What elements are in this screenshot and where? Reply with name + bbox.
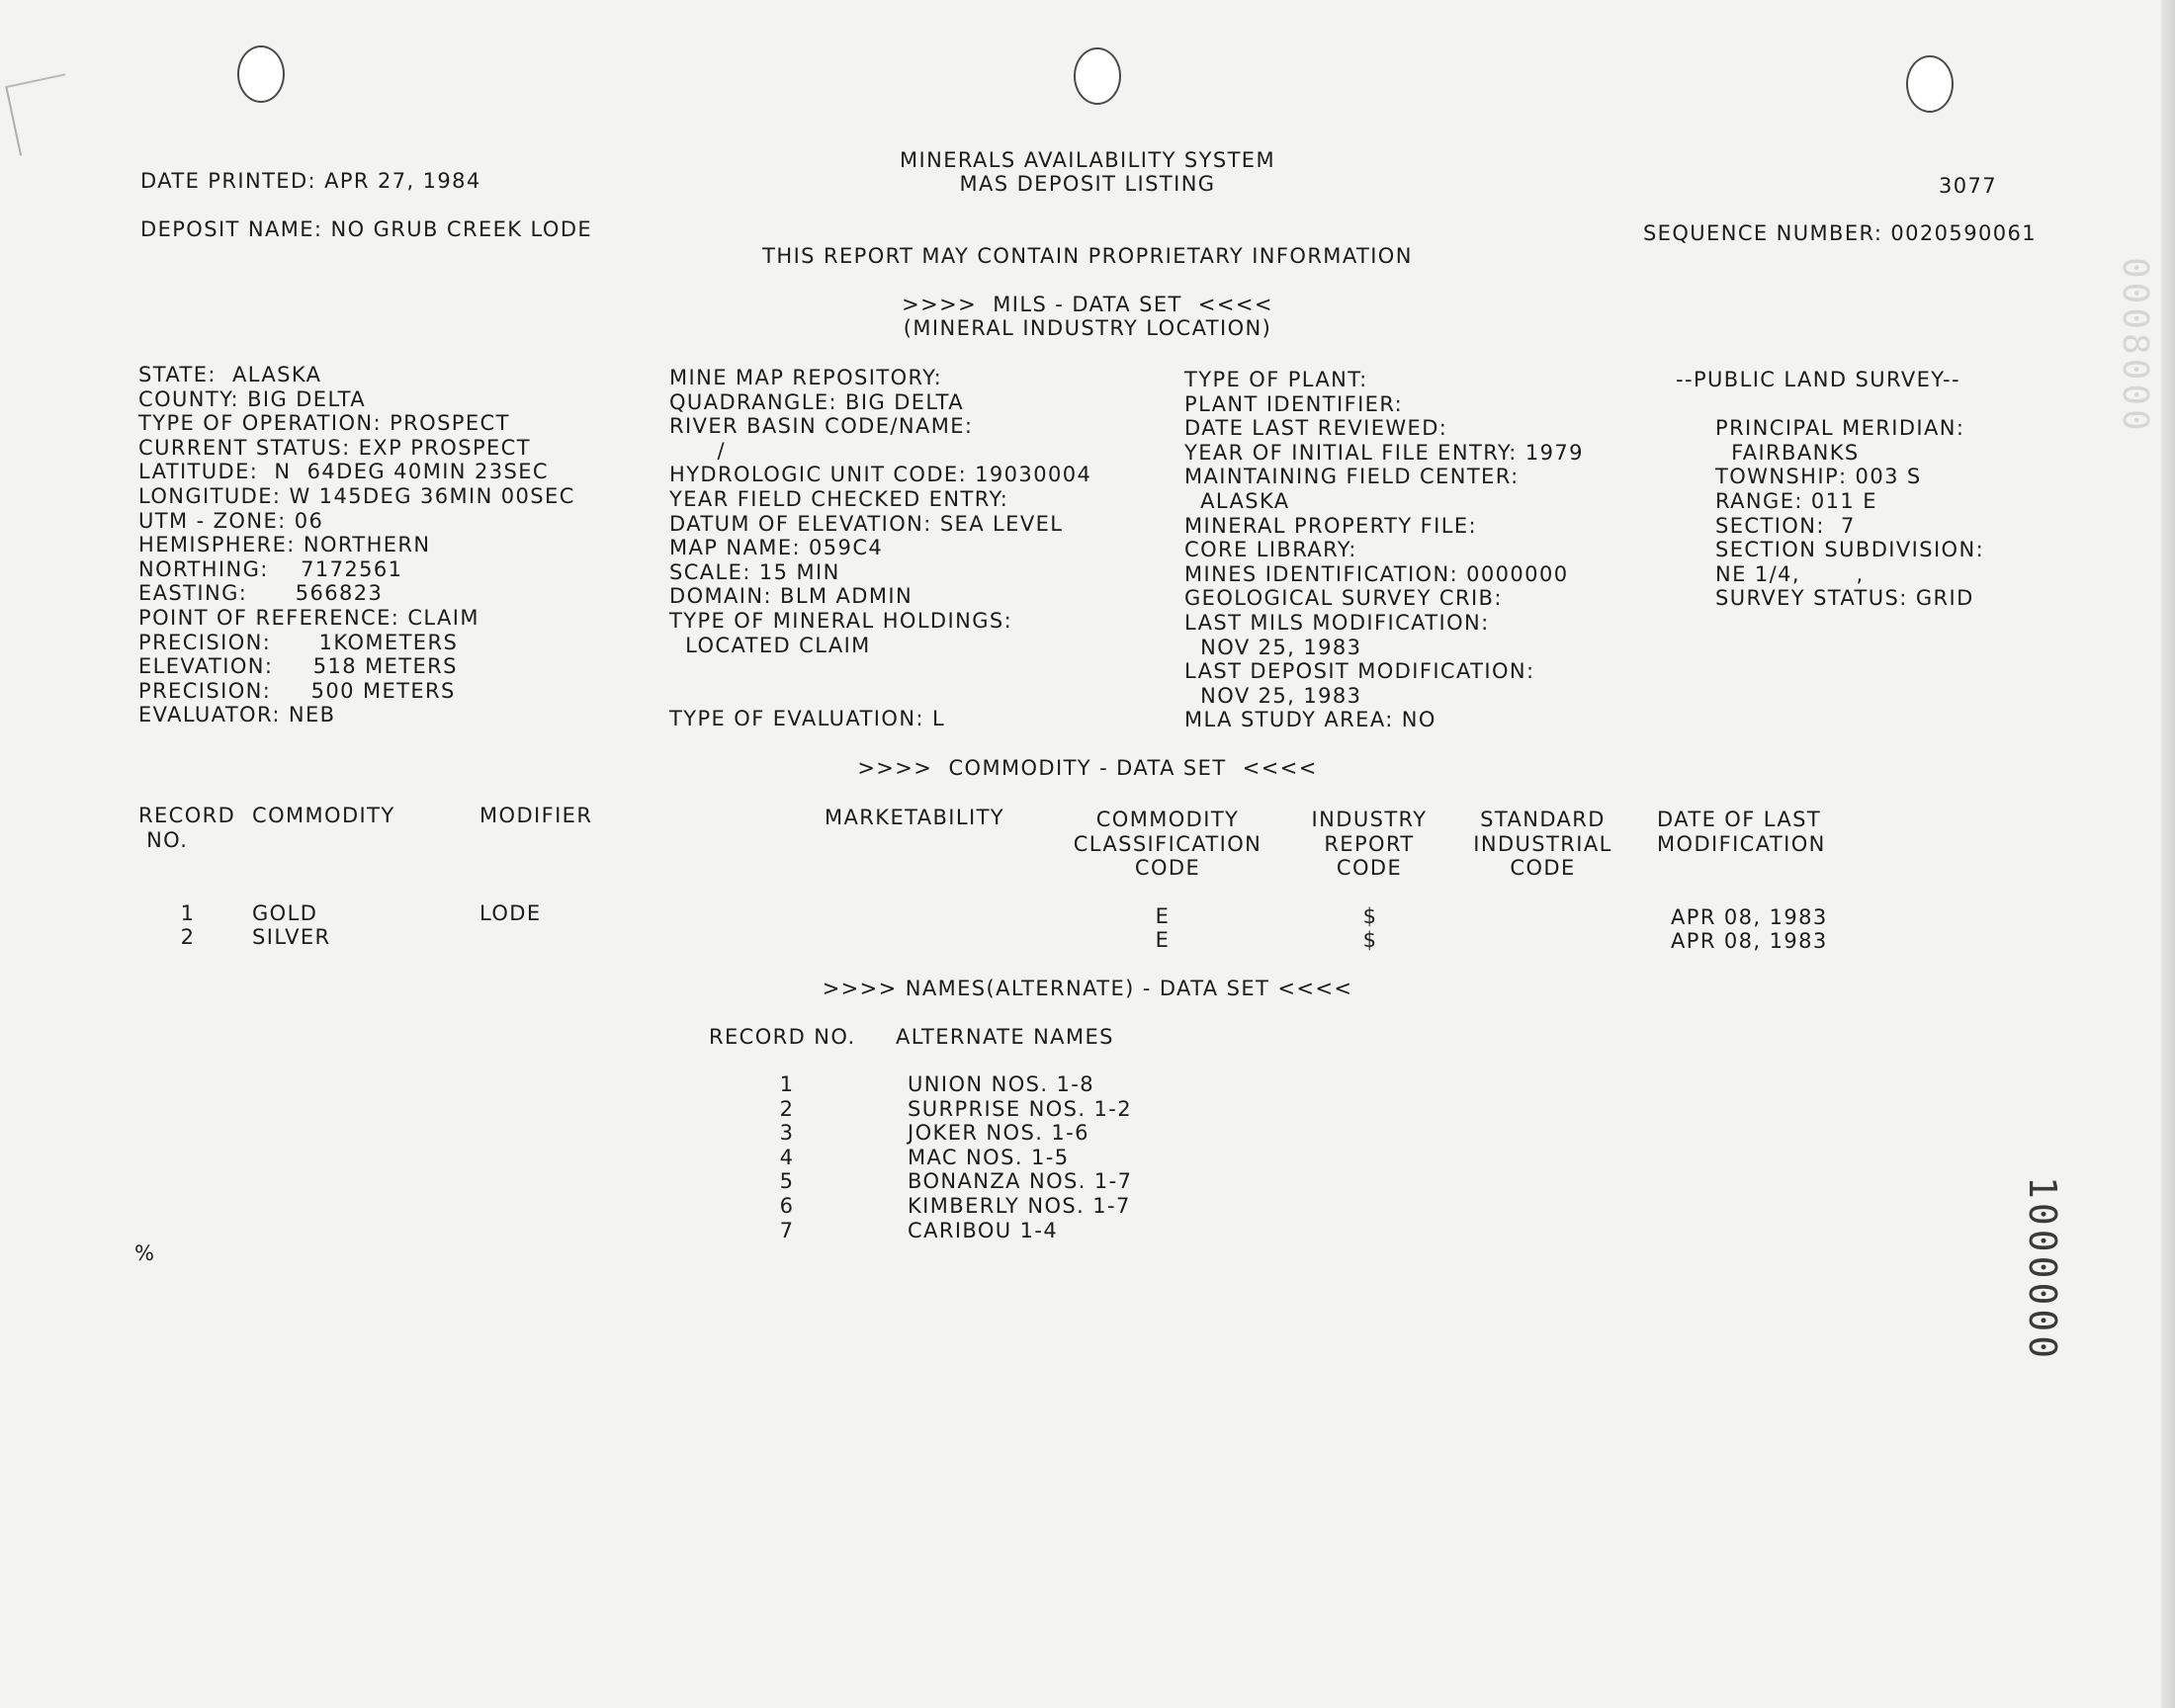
names-header-record-no: RECORD NO. [709, 1025, 856, 1049]
range-field: RANGE: 011 E [1715, 489, 1877, 513]
corner-scratch [5, 73, 80, 155]
commodity-title: >>>> COMMODITY - DATA SET <<<< [857, 756, 1318, 780]
utm-zone-field: UTM - ZONE: 06 [138, 508, 324, 533]
plant-type-field: TYPE OF PLANT: [1184, 368, 1368, 391]
river-basin-value: / [669, 438, 726, 463]
elevation-precision-field: PRECISION: 500 METERS [138, 678, 456, 703]
commodity-header-commodity: COMMODITY [252, 804, 395, 827]
page-number: 3077 [1938, 174, 1997, 198]
reference-point-field: POINT OF REFERENCE: CLAIM [138, 606, 479, 630]
section-field: SECTION: 7 [1715, 513, 1856, 538]
alternate-name: BONANZA NOS. 1-7 [908, 1169, 1133, 1194]
map-name-field: MAP NAME: 059C4 [669, 536, 884, 560]
evaluation-type-field: TYPE OF EVALUATION: L [669, 707, 946, 730]
mineral-holdings-value: LOCATED CLAIM [669, 633, 871, 657]
sequence-number: SEQUENCE NUMBER: 0020590061 [1642, 221, 2037, 245]
core-library-field: CORE LIBRARY: [1184, 538, 1357, 562]
alternate-record-no: 2 [779, 1096, 795, 1121]
commodity-record-no: 2 [180, 925, 196, 949]
hydrologic-code-field: HYDROLOGIC UNIT CODE: 19030004 [669, 463, 1092, 487]
field-center-value: ALASKA [1184, 489, 1290, 513]
elevation-datum-field: DATUM OF ELEVATION: SEA LEVEL [669, 511, 1064, 536]
deposit-modification-field: LAST DEPOSIT MODIFICATION: [1184, 659, 1535, 684]
commodity-header-modifier: MODIFIER [479, 804, 593, 827]
plant-id-field: PLANT IDENTIFIER: [1184, 391, 1404, 416]
commodity-name: SILVER [252, 925, 331, 949]
mils-title: >>>> MILS - DATA SET <<<< [902, 293, 1273, 316]
field-check-field: YEAR FIELD CHECKED ENTRY: [669, 487, 1009, 511]
date-printed: DATE PRINTED: APR 27, 1984 [140, 169, 481, 193]
mineral-holdings-field: TYPE OF MINERAL HOLDINGS: [669, 609, 1013, 633]
listing-title: MAS DEPOSIT LISTING [959, 172, 1216, 196]
scale-field: SCALE: 15 MIN [669, 559, 840, 584]
northing-field: NORTHING: 7172561 [138, 556, 403, 581]
binder-hole-center [1074, 47, 1121, 105]
commodity-name: GOLD [252, 901, 318, 925]
easting-field: EASTING: 566823 [138, 581, 384, 606]
precision-field: PRECISION: 1KOMETERS [138, 630, 459, 654]
alternate-name: SURPRISE NOS. 1-2 [908, 1096, 1133, 1121]
proprietary-notice: THIS REPORT MAY CONTAIN PROPRIETARY INFORMATION [762, 244, 1413, 268]
commodity-header-marketability: MARKETABILITY [825, 806, 1005, 829]
mine-map-field: MINE MAP REPOSITORY: [669, 366, 943, 389]
quadrangle-field: QUADRANGLE: BIG DELTA [669, 389, 965, 414]
commodity-industry-code: $ [1362, 928, 1378, 952]
commodity-class-code: E [1155, 904, 1171, 928]
alternate-name: KIMBERLY NOS. 1-7 [908, 1194, 1131, 1218]
latitude-field: LATITUDE: N 64DEG 40MIN 23SEC [138, 460, 549, 484]
faint-bleedthrough-stamp: 0008000 [2115, 257, 2155, 435]
mla-study-field: MLA STUDY AREA: NO [1184, 708, 1436, 732]
percent-mark: % [134, 1241, 156, 1265]
alternate-record-no: 4 [779, 1145, 795, 1169]
page-edge [2161, 0, 2175, 1708]
township-field: TOWNSHIP: 003 S [1715, 465, 1922, 489]
last-reviewed-field: DATE LAST REVIEWED: [1184, 416, 1448, 441]
evaluator-field: EVALUATOR: NEB [138, 703, 336, 727]
county-field: COUNTY: BIG DELTA [138, 386, 367, 411]
commodity-record-no: 1 [180, 901, 196, 925]
binder-hole-right [1906, 55, 1954, 113]
binder-hole-left [237, 45, 285, 103]
property-file-field: MINERAL PROPERTY FILE: [1184, 513, 1477, 538]
state-field: STATE: ALASKA [138, 363, 322, 386]
public-land-survey-title: --PUBLIC LAND SURVEY-- [1676, 368, 1960, 391]
commodity-header-record-no: RECORD NO. [138, 804, 236, 852]
system-title: MINERALS AVAILABILITY SYSTEM [900, 148, 1275, 172]
alternate-name: JOKER NOS. 1-6 [908, 1121, 1089, 1146]
initial-entry-field: YEAR OF INITIAL FILE ENTRY: 1979 [1184, 440, 1584, 465]
mines-id-field: MINES IDENTIFICATION: 0000000 [1184, 561, 1569, 586]
alternate-record-no: 3 [779, 1121, 795, 1146]
operation-type-field: TYPE OF OPERATION: PROSPECT [138, 411, 510, 436]
longitude-field: LONGITUDE: W 145DEG 36MIN 00SEC [138, 484, 575, 508]
alternate-name: UNION NOS. 1-8 [908, 1072, 1095, 1096]
hemisphere-field: HEMISPHERE: NORTHERN [138, 533, 431, 557]
alternate-record-no: 6 [779, 1194, 795, 1218]
current-status-field: CURRENT STATUS: EXP PROSPECT [138, 435, 531, 460]
mils-subtitle: (MINERAL INDUSTRY LOCATION) [903, 316, 1272, 340]
commodity-date: APR 08, 1983 [1671, 905, 1828, 929]
survey-status-field: SURVEY STATUS: GRID [1715, 586, 1974, 611]
commodity-industry-code: $ [1362, 904, 1378, 928]
commodity-header-classification: COMMODITY CLASSIFICATION CODE [1073, 808, 1262, 881]
alternate-name: CARIBOU 1-4 [908, 1218, 1059, 1242]
deposit-name: DEPOSIT NAME: NO GRUB CREEK LODE [140, 217, 593, 241]
names-title: >>>> NAMES(ALTERNATE) - DATA SET <<<< [822, 977, 1353, 1000]
commodity-header-date: DATE OF LAST MODIFICATION [1657, 808, 1826, 856]
section-subdivision-value: NE 1/4, , [1715, 561, 1865, 586]
river-basin-field: RIVER BASIN CODE/NAME: [669, 414, 974, 439]
document-number-stamp: 1000000 [2021, 1176, 2064, 1363]
alternate-name: MAC NOS. 1-5 [908, 1145, 1070, 1169]
section-subdivision-field: SECTION SUBDIVISION: [1715, 538, 1985, 562]
commodity-date: APR 08, 1983 [1671, 929, 1828, 953]
alternate-record-no: 5 [779, 1169, 795, 1194]
mils-modification-date: NOV 25, 1983 [1184, 635, 1362, 659]
mils-modification-field: LAST MILS MODIFICATION: [1184, 611, 1490, 635]
field-center-field: MAINTAINING FIELD CENTER: [1184, 465, 1520, 489]
commodity-header-industry: INDUSTRY REPORT CODE [1311, 808, 1428, 881]
commodity-header-sic: STANDARD INDUSTRIAL CODE [1473, 808, 1612, 881]
commodity-modifier: LODE [479, 901, 542, 925]
domain-field: DOMAIN: BLM ADMIN [669, 584, 914, 609]
elevation-field: ELEVATION: 518 METERS [138, 654, 458, 679]
names-header-alternate: ALTERNATE NAMES [896, 1025, 1114, 1049]
alternate-record-no: 7 [779, 1218, 795, 1242]
survey-crib-field: GEOLOGICAL SURVEY CRIB: [1184, 586, 1503, 611]
deposit-modification-date: NOV 25, 1983 [1184, 683, 1362, 708]
alternate-record-no: 1 [779, 1072, 795, 1096]
meridian-value: FAIRBANKS [1715, 440, 1860, 465]
commodity-class-code: E [1155, 928, 1171, 952]
meridian-field: PRINCIPAL MERIDIAN: [1715, 416, 1965, 441]
